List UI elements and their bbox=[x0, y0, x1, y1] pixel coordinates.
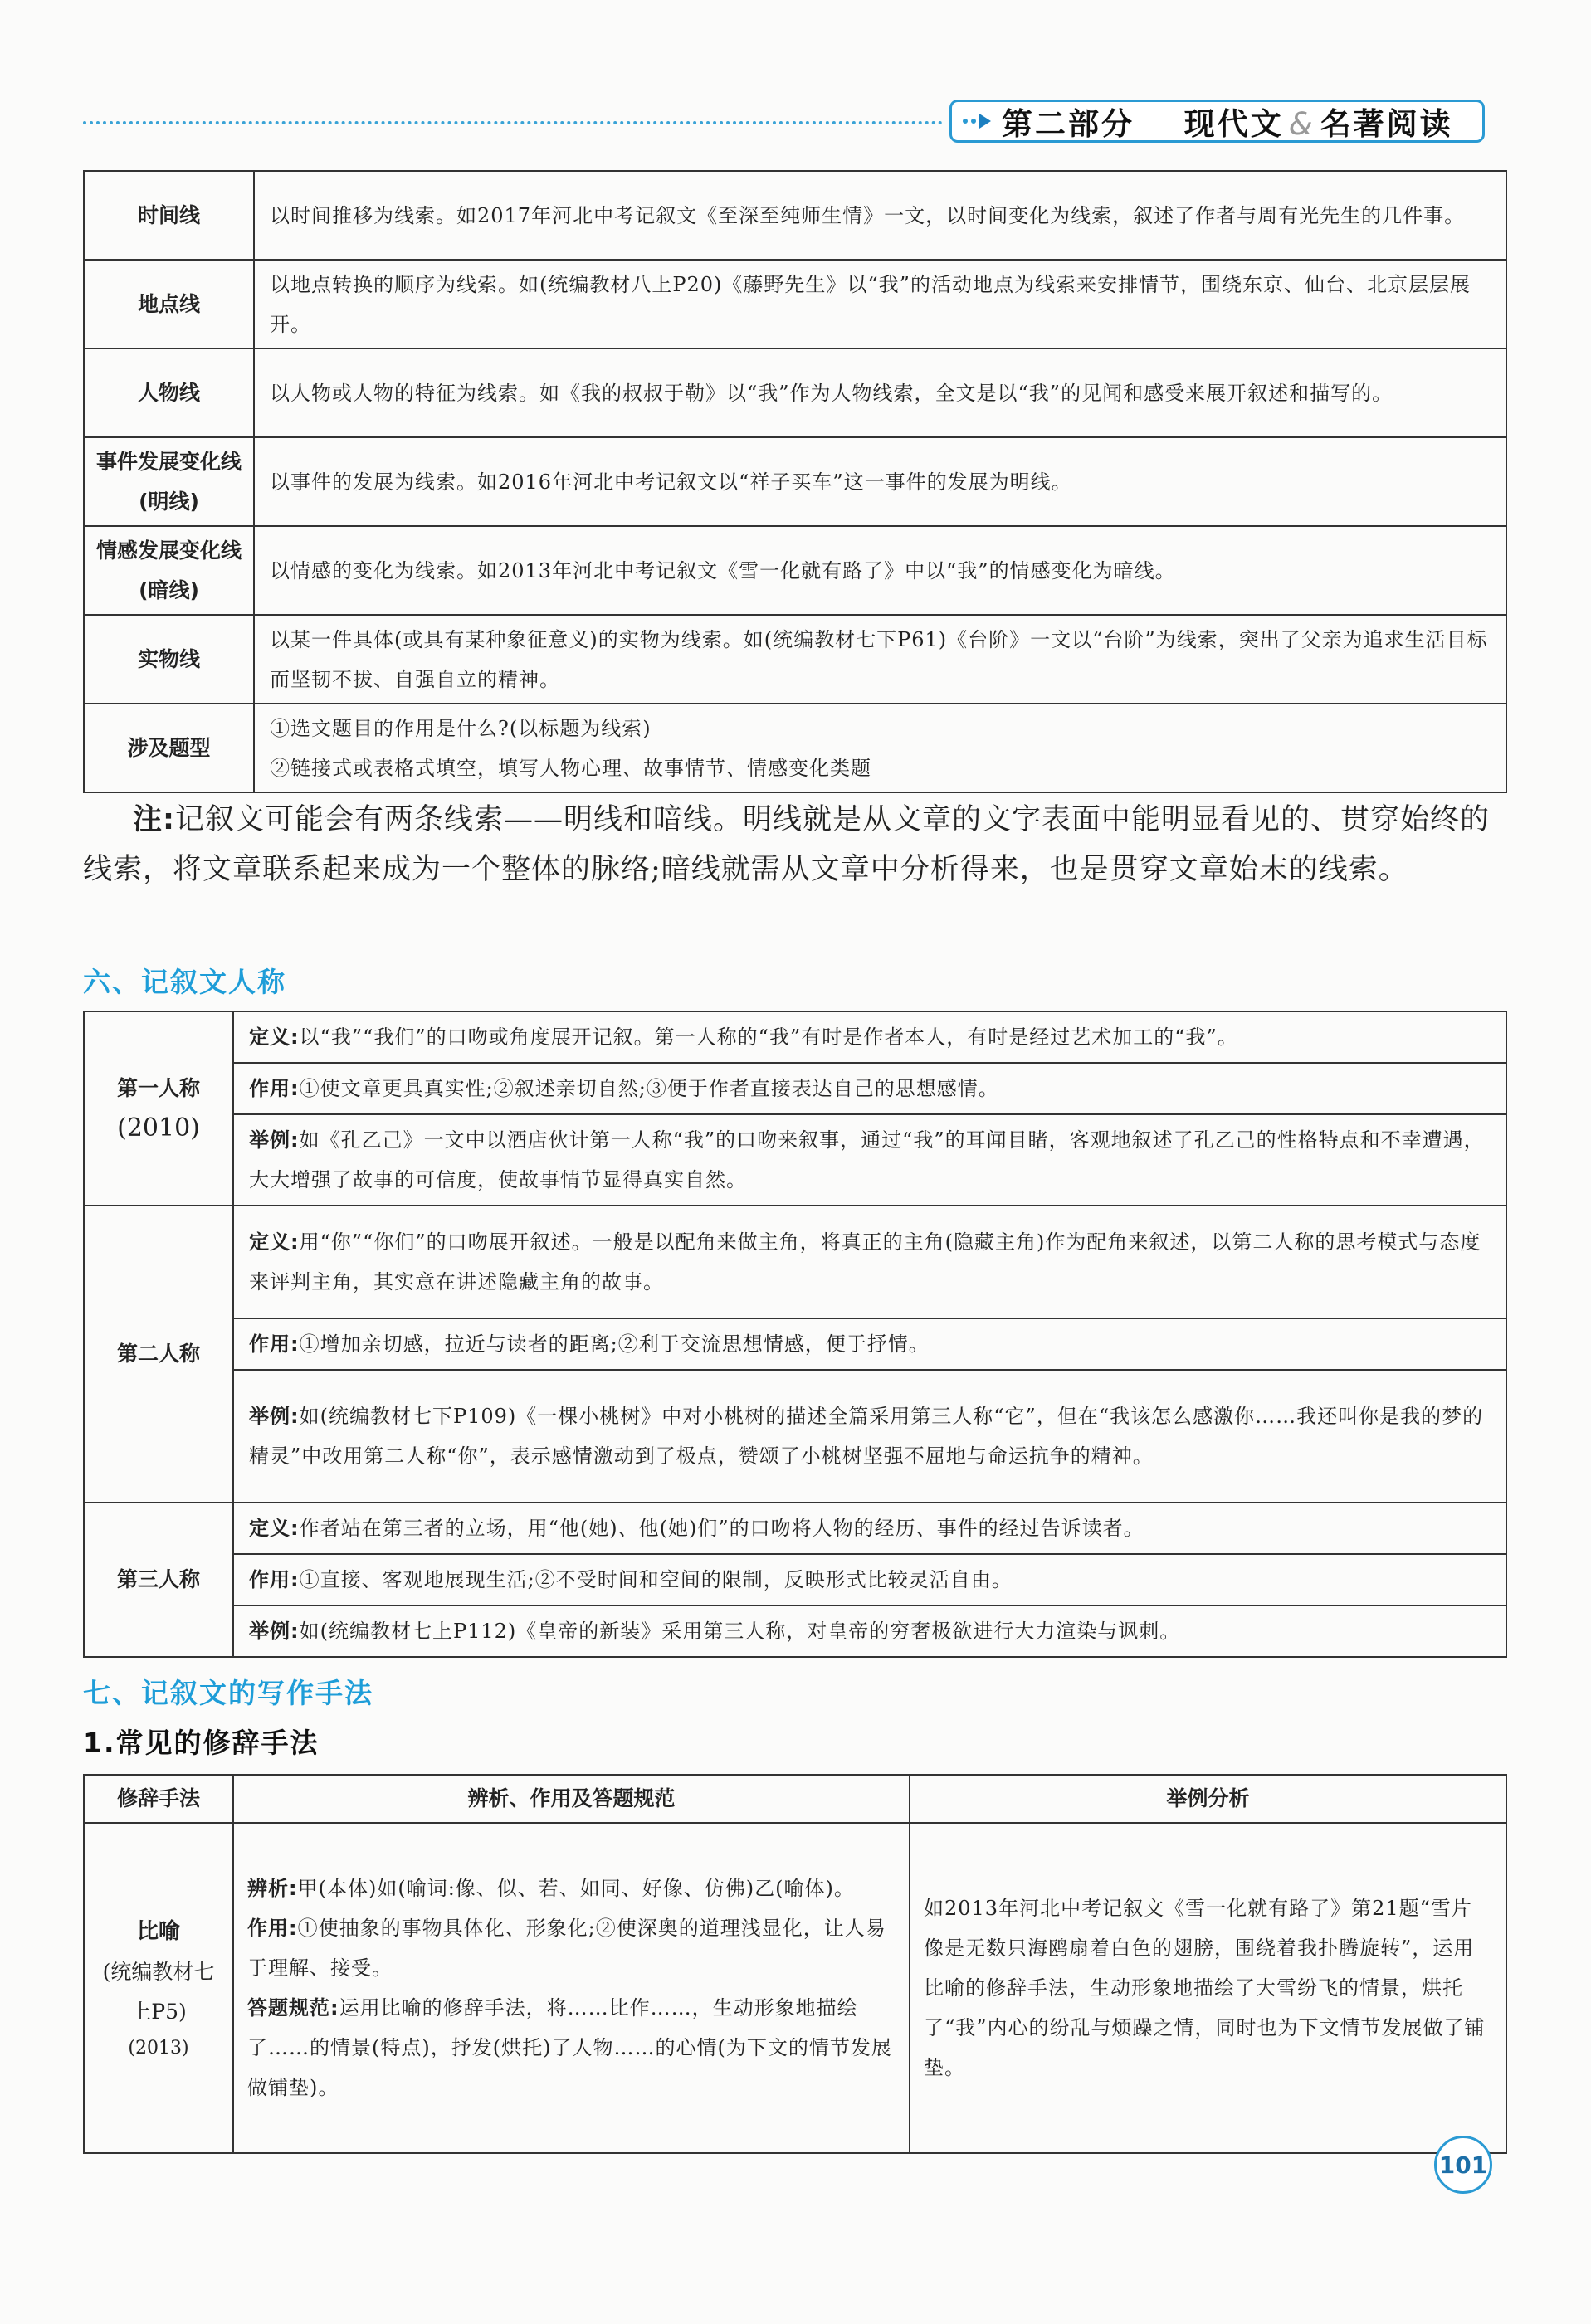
table-row bbox=[84, 260, 1506, 348]
note-paragraph bbox=[83, 795, 1510, 894]
person-label: 第二人称 bbox=[84, 1206, 233, 1503]
column-header: 辨析、作用及答题规范 bbox=[233, 1775, 910, 1823]
table-row bbox=[84, 437, 1506, 526]
table-row bbox=[84, 1206, 1506, 1318]
page-header bbox=[83, 91, 1494, 146]
person-example: 举例:如《孔乙己》一文中以酒店伙计第一人称“我”的口吻来叙事，通过“我”的耳闻目睹，客观地叙述了孔乙己的性格特点和不幸遭遇，大大增强了故事的可信度，使故事情节显得真实自然。 bbox=[233, 1114, 1506, 1206]
header-amp: & bbox=[1288, 106, 1315, 142]
row-text bbox=[254, 704, 1506, 792]
table-row bbox=[84, 171, 1506, 260]
row-label: 地点线 bbox=[84, 260, 254, 348]
row-text: 以地点转换的顺序为线索。如(统编教材八上P20)《藤野先生》以“我”的活动地点为线索来安排情节，围绕东京、仙台、北京层层展开。 bbox=[254, 260, 1506, 348]
table-header-row bbox=[84, 1775, 1506, 1823]
table-row bbox=[84, 526, 1506, 615]
person-example: 举例:如(统编教材七下P109)《一棵小桃树》中对小桃树的描述全篇采用第三人称“它”，但在“我该怎么感激你……我还叫你是我的梦的精灵”中改用第二人称“你”，表示感情激动到了极点，赞颂了小桃树坚强不屈地与命运抗争的精神。 bbox=[233, 1370, 1506, 1503]
row-label: 事件发展变化线(明线) bbox=[84, 437, 254, 526]
arrow-icon bbox=[952, 114, 1002, 129]
rhetoric-name-cell bbox=[84, 1823, 233, 2153]
row-text: 以人物或人物的特征为线索。如《我的叔叔于勒》以“我”作为人物线索，全文是以“我”的见闻和感受来展开叙述和描写的。 bbox=[254, 348, 1506, 437]
column-header: 举例分析 bbox=[910, 1775, 1506, 1823]
person-definition: 定义:用“你”“你们”的口吻展开叙述。一般是以配角来做主角，将真正的主角(隐藏主角)作为配角来叙述，以第二人称的思考模式与态度来评判主角，其实意在讲述隐藏主角的故事。 bbox=[233, 1206, 1506, 1318]
person-label: 第一人称 bbox=[116, 1076, 200, 1100]
person-definition: 定义:作者站在第三者的立场，用“他(她)、他(她)们”的口吻将人物的经历、事件的经过告诉读者。 bbox=[233, 1503, 1506, 1554]
section-7-subtitle: 1.常见的修辞手法 bbox=[83, 1727, 320, 1759]
header-title-a: 现代文 bbox=[1183, 106, 1284, 142]
header-banner bbox=[949, 100, 1485, 143]
rhetoric-table bbox=[83, 1774, 1507, 2154]
row-text: 以某一件具体(或具有某种象征意义)的实物为线索。如(统编教材七下P61)《台阶》一文以“台阶”为线索，突出了父亲为追求生活目标而坚韧不拔、自强自立的精神。 bbox=[254, 615, 1506, 704]
person-example: 举例:如(统编教材七上P112)《皇帝的新装》采用第三人称，对皇帝的穷奢极欲进行大力渲染与讽刺。 bbox=[233, 1605, 1506, 1657]
header-title-b: 名著阅读 bbox=[1320, 106, 1453, 142]
table-row bbox=[84, 1114, 1506, 1206]
section-6-title: 六、记叙文人称 bbox=[83, 966, 286, 998]
note-text: 记叙文可能会有两条线索——明线和暗线。明线就是从文章的文字表面中能明显看见的、贯穿始终的线索，将文章联系起来成为一个整体的脉络;暗线就需从文章中分析得来，也是贯穿文章始末的线索。 bbox=[83, 803, 1491, 886]
table-row bbox=[84, 348, 1506, 437]
table-row bbox=[84, 1011, 1506, 1063]
row-label: 人物线 bbox=[84, 348, 254, 437]
page-number: 101 bbox=[1434, 2136, 1492, 2194]
rhetoric-source: (统编教材七上P5) bbox=[102, 1960, 215, 2024]
person-label: 第三人称 bbox=[84, 1503, 233, 1657]
table-row bbox=[84, 1503, 1506, 1554]
table-row bbox=[84, 615, 1506, 704]
rhetoric-definition: 辨析:甲(本体)如(喻词:像、似、若、如同、好像、仿佛)乙(喻体)。 bbox=[247, 1877, 855, 1900]
rhetoric-function: 作用:①使抽象的事物具体化、形象化;②使深奥的道理浅显化，让人易于理解、接受。 bbox=[247, 1917, 886, 1980]
table-row bbox=[84, 704, 1506, 792]
table-row bbox=[84, 1318, 1506, 1370]
person-year: (2010) bbox=[117, 1113, 200, 1143]
table-row bbox=[84, 1554, 1506, 1605]
row-label: 时间线 bbox=[84, 171, 254, 260]
header-part: 第二部分 bbox=[1002, 106, 1135, 142]
rhetoric-name: 比喻 bbox=[136, 1919, 180, 1944]
person-definition: 定义:以“我”“我们”的口吻或角度展开记叙。第一人称的“我”有时是作者本人，有时是经过艺术加工的“我”。 bbox=[233, 1011, 1506, 1063]
table-row bbox=[84, 1063, 1506, 1114]
question-type-1: ①选文题目的作用是什么?(以标题为线索) bbox=[270, 716, 652, 740]
person-function: 作用:①使文章更具真实性;②叙述亲切自然;③便于作者直接表达自己的思想感情。 bbox=[233, 1063, 1506, 1114]
table-row bbox=[84, 1605, 1506, 1657]
table-row bbox=[84, 1823, 1506, 2153]
rhetoric-example: 如2013年河北中考记叙文《雪一化就有路了》第21题“雪片像是无数只海鸥扇着白色的翅膀，围绕着我扑腾旋转”，运用比喻的修辞手法，生动形象地描绘了大雪纷飞的情景，烘托了“我”内心的纷乱与烦躁之情，同时也为下文情节发展做了铺垫。 bbox=[910, 1823, 1506, 2153]
rhetoric-answer-format: 答题规范:运用比喻的修辞手法，将……比作……，生动形象地描绘了……的情景(特点)，抒发(烘托)了人物……的心情(为下文的情节发展做铺垫)。 bbox=[247, 1996, 892, 2099]
person-function: 作用:①直接、客观地展现生活;②不受时间和空间的限制，反映形式比较灵活自由。 bbox=[233, 1554, 1506, 1605]
header-title bbox=[1002, 99, 1453, 144]
row-label: 实物线 bbox=[84, 615, 254, 704]
section-7-title: 七、记叙文的写作手法 bbox=[83, 1677, 373, 1709]
row-text: 以时间推移为线索。如2017年河北中考记叙文《至深至纯师生情》一文，以时间变化为线索，叙述了作者与周有光先生的几件事。 bbox=[254, 171, 1506, 260]
rhetoric-year: (2013) bbox=[128, 2038, 189, 2058]
row-label: 情感发展变化线(暗线) bbox=[84, 526, 254, 615]
column-header: 修辞手法 bbox=[84, 1775, 233, 1823]
person-label-cell bbox=[84, 1011, 233, 1206]
person-table bbox=[83, 1011, 1507, 1658]
question-type-2: ②链接式或表格式填空，填写人物心理、故事情节、情感变化类题 bbox=[270, 756, 871, 780]
row-text: 以事件的发展为线索。如2016年河北中考记叙文以“祥子买车”这一事件的发展为明线。 bbox=[254, 437, 1506, 526]
row-label: 涉及题型 bbox=[84, 704, 254, 792]
clue-table bbox=[83, 170, 1507, 793]
row-text: 以情感的变化为线索。如2013年河北中考记叙文《雪一化就有路了》中以“我”的情感变化为暗线。 bbox=[254, 526, 1506, 615]
header-dotted-line bbox=[83, 121, 943, 124]
rhetoric-analysis bbox=[233, 1823, 910, 2153]
note-key: 注: bbox=[133, 803, 175, 836]
person-function: 作用:①增加亲切感，拉近与读者的距离;②利于交流思想情感，便于抒情。 bbox=[233, 1318, 1506, 1370]
table-row bbox=[84, 1370, 1506, 1503]
